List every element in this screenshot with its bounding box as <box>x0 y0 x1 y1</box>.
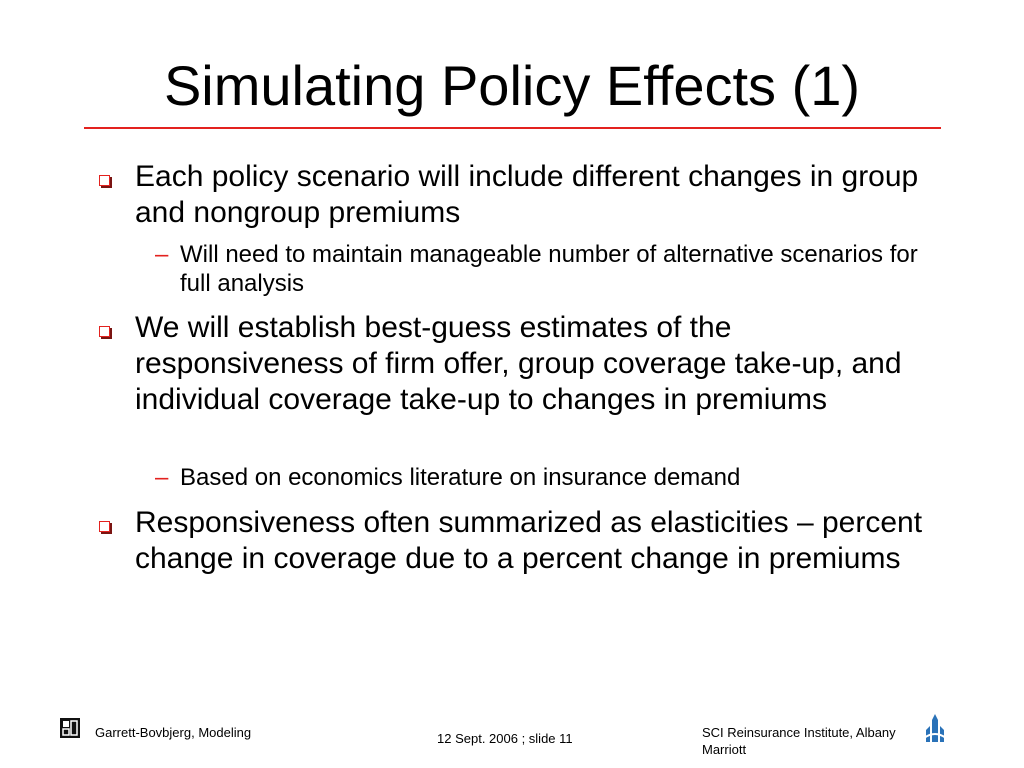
bullet-2: We will establish best-guess estimates of the responsiveness of firm offer, group coverage take-up, and individual coverage take-up to changes in premiums <box>135 311 902 416</box>
footer-center: 12 Sept. 2006 ; slide 11 <box>437 731 573 746</box>
bullet-3: Responsiveness often summarized as elasticities – percent change in coverage due to a percent change in premiums <box>135 506 923 575</box>
bullet-marker-1 <box>99 175 110 186</box>
title-divider <box>84 127 941 129</box>
footer-right: SCI Reinsurance Institute, Albany Marriott <box>702 725 896 757</box>
bullet-marker-2 <box>99 326 110 337</box>
square-grid-logo-icon <box>60 718 80 738</box>
sub-bullet-dash-1: – <box>155 241 169 268</box>
sub-bullet-2: Based on economics literature on insurance demand <box>180 464 741 491</box>
albany-skyline-logo-icon <box>922 712 948 744</box>
sub-bullet-1: Will need to maintain manageable number of alternative scenarios for full analysis <box>180 241 918 297</box>
bullet-marker-3 <box>99 521 110 532</box>
slide-title: Simulating Policy Effects (1) <box>163 54 861 117</box>
bullet-1: Each policy scenario will include different changes in group and nongroup premiums <box>135 160 919 229</box>
sub-bullet-dash-2: – <box>155 464 169 491</box>
footer-left: Garrett-Bovbjerg, Modeling <box>95 725 252 740</box>
